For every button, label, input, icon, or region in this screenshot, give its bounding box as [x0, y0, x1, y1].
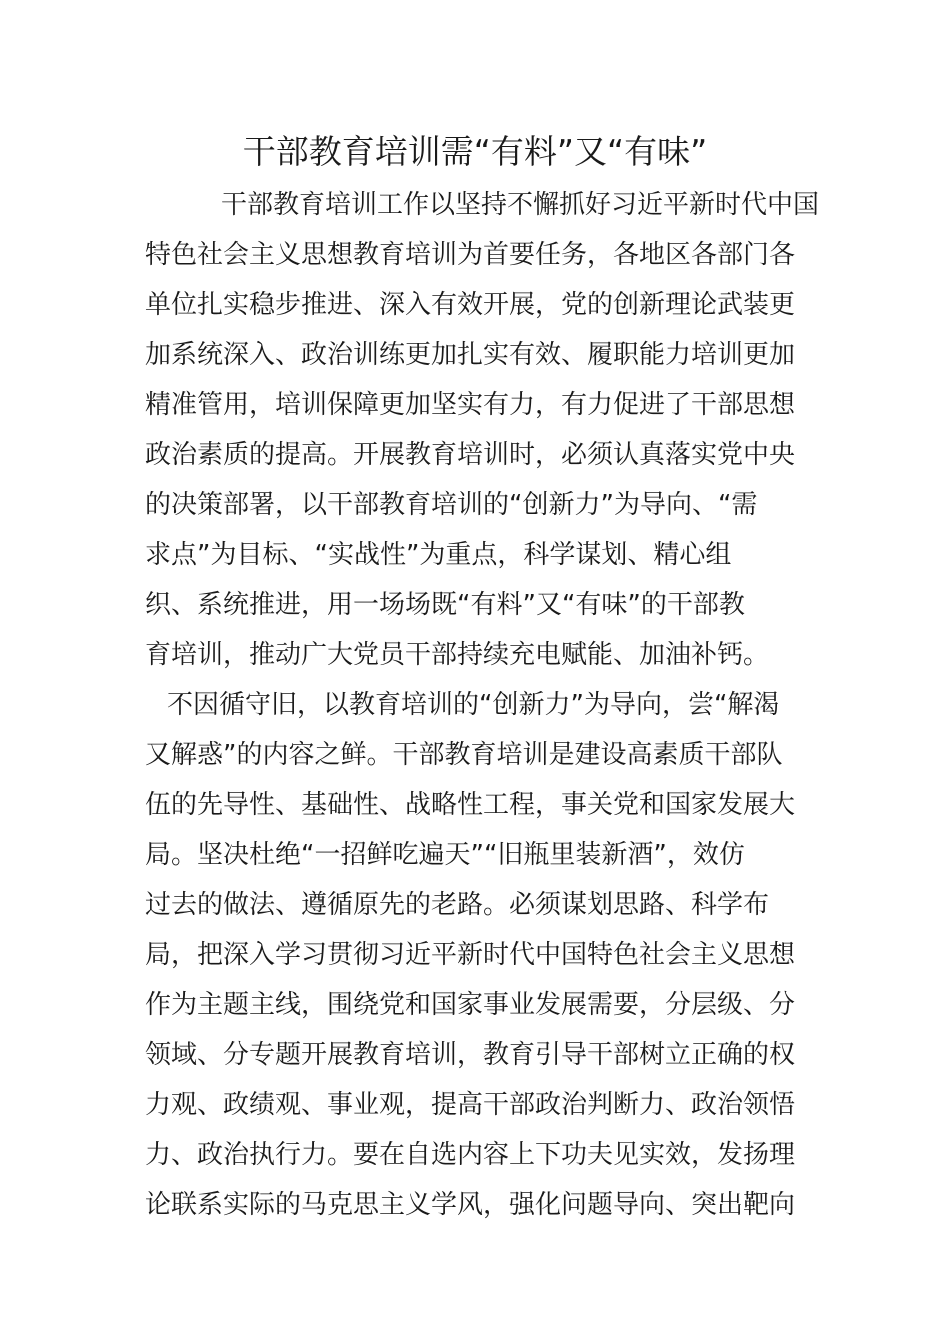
text-line: 局。坚决杜绝“一招鲜吃遍天”“旧瓶里装新酒”，效仿: [145, 840, 745, 870]
text-line: 特色社会主义思想教育培训为首要任务，各地区各部门各: [145, 240, 796, 270]
text-line: 织、系统推进，用一场场既“有料”又“有味”的干部教: [145, 590, 745, 620]
text-line: 政治素质的提高。开展教育培训时，必须认真落实党中央: [145, 440, 796, 470]
text-line: 论联系实际的马克思主义学风，强化问题导向、突出靶向: [145, 1190, 796, 1220]
text-line: 力、政治执行力。要在自选内容上下功夫见实效，发扬理: [145, 1140, 796, 1170]
text-line: 育培训，推动广大党员干部持续充电赋能、加油补钙。: [145, 640, 770, 670]
text-line: 又解惑”的内容之鲜。干部教育培训是建设高素质干部队: [145, 740, 783, 770]
text-line: 过去的做法、遵循原先的老路。必须谋划思路、科学布: [145, 890, 770, 920]
text-line: 不因循守旧，以教育培训的“创新力”为导向，尝“解渴: [167, 690, 780, 720]
text-line: 局，把深入学习贯彻习近平新时代中国特色社会主义思想: [145, 940, 796, 970]
text-line: 的决策部署，以干部教育培训的“创新力”为导向、“需: [145, 490, 758, 520]
text-line: 加系统深入、政治训练更加扎实有效、履职能力培训更加: [145, 340, 796, 370]
text-line: 精准管用，培训保障更加坚实有力，有力促进了干部思想: [145, 390, 796, 420]
text-line: 求点”为目标、“实战性”为重点，科学谋划、精心组: [145, 540, 732, 570]
text-line: 领域、分专题开展教育培训，教育引导干部树立正确的权: [145, 1040, 796, 1070]
text-line: 作为主题主线，围绕党和国家事业发展需要，分层级、分: [145, 990, 796, 1020]
text-line: 伍的先导性、基础性、战略性工程，事关党和国家发展大: [145, 790, 796, 820]
document-body: [145, 180, 820, 1230]
text-line: 力观、政绩观、事业观，提高干部政治判断力、政治领悟: [145, 1090, 796, 1120]
document-title: 干部教育培训需“有料”又“有味”: [242, 132, 708, 171]
text-line: 干部教育培训工作以坚持不懈抓好习近平新时代中国: [221, 190, 820, 220]
text-line: 单位扎实稳步推进、深入有效开展，党的创新理论武装更: [145, 290, 796, 320]
